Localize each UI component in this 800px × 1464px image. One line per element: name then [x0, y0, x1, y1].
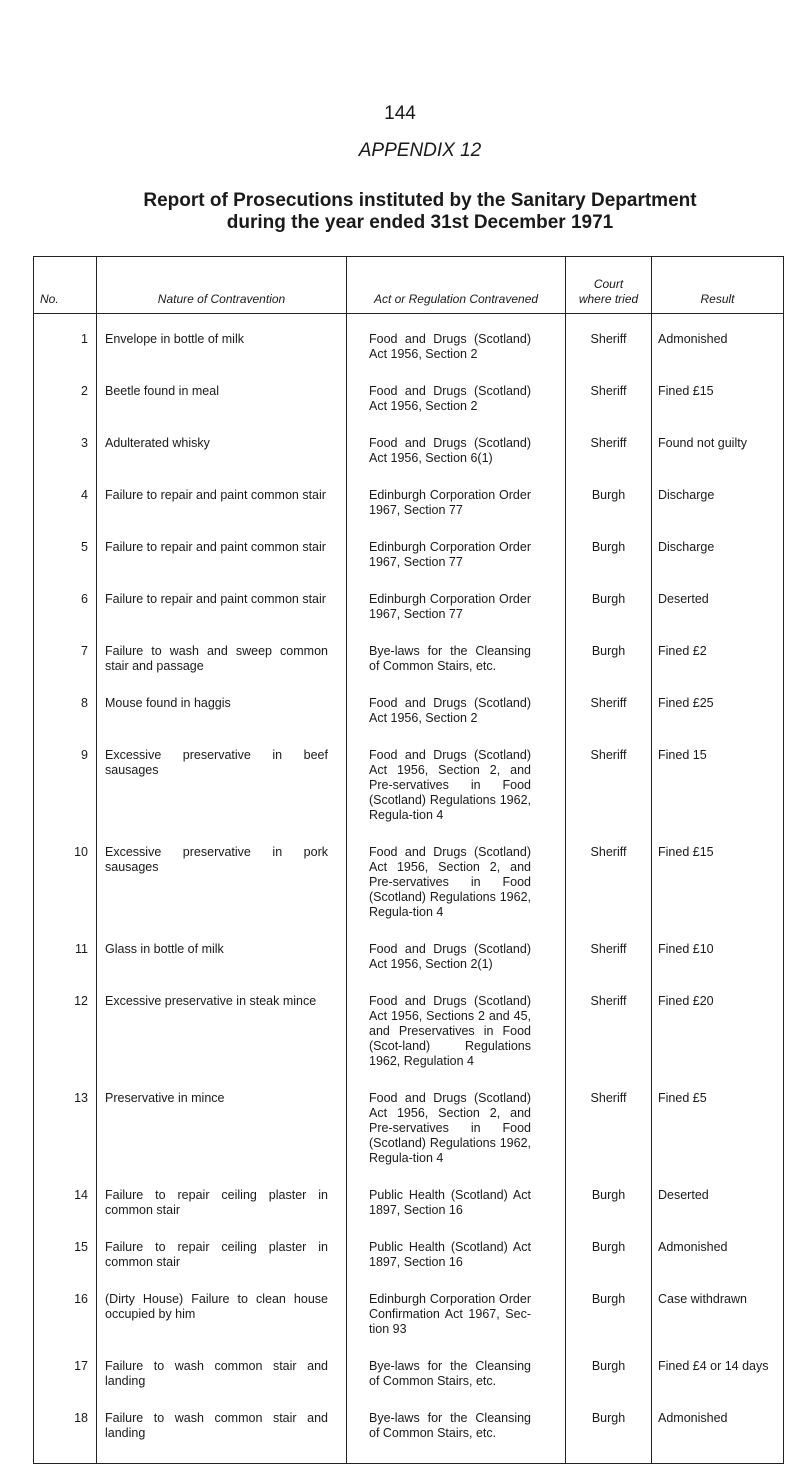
header-nature: Nature of Contravention	[97, 257, 347, 314]
cell-nature: Envelope in bottle of milk	[97, 314, 347, 385]
cell-no: 5	[34, 540, 97, 592]
cell-result: Fined £20	[652, 994, 784, 1091]
cell-no: 10	[34, 845, 97, 942]
cell-court: Sheriff	[566, 1091, 652, 1188]
cell-nature: Excessive preservative in beef sausages	[97, 748, 347, 845]
cell-nature: (Dirty House) Failure to clean house occupied by him	[97, 1292, 347, 1359]
cell-result: Fined £15	[652, 845, 784, 942]
cell-court: Sheriff	[566, 994, 652, 1091]
cell-nature: Excessive preservative in steak mince	[97, 994, 347, 1091]
report-title-line-2: during the year ended 31st December 1971	[226, 212, 614, 233]
cell-act: Edinburgh Corporation Order 1967, Section 77	[347, 488, 566, 540]
table-row	[34, 1292, 784, 1359]
header-act: Act or Regulation Contravened	[347, 257, 566, 314]
cell-act: Edinburgh Corporation Order 1967, Section 77	[347, 540, 566, 592]
cell-result: Deserted	[652, 592, 784, 644]
cell-no: 16	[34, 1292, 97, 1359]
cell-no: 1	[34, 314, 97, 385]
cell-nature: Preservative in mince	[97, 1091, 347, 1188]
table-row	[34, 845, 784, 942]
cell-result: Fined £2	[652, 644, 784, 696]
cell-court: Burgh	[566, 1411, 652, 1464]
table-row	[34, 1359, 784, 1411]
cell-no: 7	[34, 644, 97, 696]
cell-result: Admonished	[652, 1411, 784, 1464]
table-row	[34, 1091, 784, 1188]
cell-result: Admonished	[652, 314, 784, 385]
table-row	[34, 942, 784, 994]
cell-nature: Beetle found in meal	[97, 384, 347, 436]
cell-result: Deserted	[652, 1188, 784, 1240]
table-row	[34, 384, 784, 436]
cell-act: Bye-laws for the Cleansing of Common Stairs, etc.	[347, 644, 566, 696]
cell-court: Burgh	[566, 592, 652, 644]
cell-no: 11	[34, 942, 97, 994]
cell-result: Fined £15	[652, 384, 784, 436]
cell-nature: Excessive preservative in pork sausages	[97, 845, 347, 942]
table-row	[34, 994, 784, 1091]
table-row	[34, 1188, 784, 1240]
cell-nature: Failure to repair ceiling plaster in common stair	[97, 1188, 347, 1240]
table-row	[34, 644, 784, 696]
cell-act: Food and Drugs (Scotland) Act 1956, Section 2	[347, 314, 566, 385]
table-body	[34, 314, 784, 1464]
cell-court: Sheriff	[566, 696, 652, 748]
cell-no: 8	[34, 696, 97, 748]
cell-act: Food and Drugs (Scotland) Act 1956, Section 2	[347, 384, 566, 436]
cell-nature: Failure to repair and paint common stair	[97, 488, 347, 540]
cell-result: Admonished	[652, 1240, 784, 1292]
cell-nature: Glass in bottle of milk	[97, 942, 347, 994]
cell-court: Burgh	[566, 1240, 652, 1292]
cell-no: 9	[34, 748, 97, 845]
header-court	[566, 257, 652, 314]
cell-result: Fined 15	[652, 748, 784, 845]
cell-nature: Adulterated whisky	[97, 436, 347, 488]
table-row	[34, 696, 784, 748]
cell-act: Food and Drugs (Scotland) Act 1956, Section 2	[347, 696, 566, 748]
cell-no: 14	[34, 1188, 97, 1240]
cell-court: Burgh	[566, 540, 652, 592]
prosecutions-table	[33, 256, 784, 1464]
cell-act: Food and Drugs (Scotland) Act 1956, Section 2, and Pre-servatives in Food (Scotland) Regulations 1962, Regula-tion 4	[347, 748, 566, 845]
cell-result: Discharge	[652, 540, 784, 592]
cell-nature: Failure to repair ceiling plaster in common stair	[97, 1240, 347, 1292]
cell-court: Burgh	[566, 488, 652, 540]
table-header-row	[34, 257, 784, 314]
cell-act: Food and Drugs (Scotland) Act 1956, Section 6(1)	[347, 436, 566, 488]
cell-court: Sheriff	[566, 384, 652, 436]
report-title-line-1: Report of Prosecutions instituted by the Sanitary Department	[143, 190, 697, 211]
header-result: Result	[652, 257, 784, 314]
table-row	[34, 436, 784, 488]
cell-no: 17	[34, 1359, 97, 1411]
header-court-line-2: where tried	[578, 292, 639, 306]
cell-act: Food and Drugs (Scotland) Act 1956, Section 2, and Pre-servatives in Food (Scotland) Regulations 1962, Regula-tion 4	[347, 1091, 566, 1188]
cell-act: Food and Drugs (Scotland) Act 1956, Section 2(1)	[347, 942, 566, 994]
cell-act: Food and Drugs (Scotland) Act 1956, Sections 2 and 45, and Preservatives in Food (Scot-land) Regulations 1962, Regulation 4	[347, 994, 566, 1091]
cell-court: Sheriff	[566, 942, 652, 994]
table-row	[34, 1240, 784, 1292]
cell-nature: Failure to repair and paint common stair	[97, 592, 347, 644]
header-no: No.	[34, 257, 97, 314]
cell-court: Sheriff	[566, 436, 652, 488]
cell-result: Case withdrawn	[652, 1292, 784, 1359]
cell-result: Fined £10	[652, 942, 784, 994]
cell-result: Fined £4 or 14 days	[652, 1359, 784, 1411]
cell-no: 18	[34, 1411, 97, 1464]
cell-no: 12	[34, 994, 97, 1091]
cell-court: Sheriff	[566, 314, 652, 385]
table-row	[34, 1411, 784, 1464]
cell-nature: Mouse found in haggis	[97, 696, 347, 748]
cell-act: Edinburgh Corporation Order Confirmation Act 1967, Sec-tion 93	[347, 1292, 566, 1359]
table-row	[34, 592, 784, 644]
page-number: 144	[384, 103, 416, 124]
cell-no: 4	[34, 488, 97, 540]
cell-court: Burgh	[566, 1292, 652, 1359]
cell-act: Public Health (Scotland) Act 1897, Section 16	[347, 1188, 566, 1240]
cell-court: Sheriff	[566, 845, 652, 942]
cell-nature: Failure to wash common stair and landing	[97, 1359, 347, 1411]
report-title	[0, 190, 800, 234]
prosecutions-table-container	[33, 256, 783, 1462]
table-row	[34, 748, 784, 845]
cell-nature: Failure to repair and paint common stair	[97, 540, 347, 592]
cell-no: 15	[34, 1240, 97, 1292]
table-row	[34, 540, 784, 592]
cell-court: Burgh	[566, 1359, 652, 1411]
table-row	[34, 314, 784, 385]
cell-nature: Failure to wash and sweep common stair and passage	[97, 644, 347, 696]
cell-court: Sheriff	[566, 748, 652, 845]
cell-result: Found not guilty	[652, 436, 784, 488]
table-row	[34, 488, 784, 540]
appendix-heading: APPENDIX 12	[358, 140, 482, 161]
cell-no: 2	[34, 384, 97, 436]
cell-result: Fined £5	[652, 1091, 784, 1188]
header-court-line-1: Court	[593, 277, 624, 291]
cell-act: Bye-laws for the Cleansing of Common Stairs, etc.	[347, 1359, 566, 1411]
cell-nature: Failure to wash common stair and landing	[97, 1411, 347, 1464]
cell-act: Edinburgh Corporation Order 1967, Section 77	[347, 592, 566, 644]
cell-court: Burgh	[566, 1188, 652, 1240]
cell-result: Fined £25	[652, 696, 784, 748]
cell-court: Burgh	[566, 644, 652, 696]
cell-no: 13	[34, 1091, 97, 1188]
cell-no: 6	[34, 592, 97, 644]
cell-result: Discharge	[652, 488, 784, 540]
cell-act: Food and Drugs (Scotland) Act 1956, Section 2, and Pre-servatives in Food (Scotland) Regulations 1962, Regula-tion 4	[347, 845, 566, 942]
cell-act: Bye-laws for the Cleansing of Common Stairs, etc.	[347, 1411, 566, 1464]
cell-no: 3	[34, 436, 97, 488]
cell-act: Public Health (Scotland) Act 1897, Section 16	[347, 1240, 566, 1292]
